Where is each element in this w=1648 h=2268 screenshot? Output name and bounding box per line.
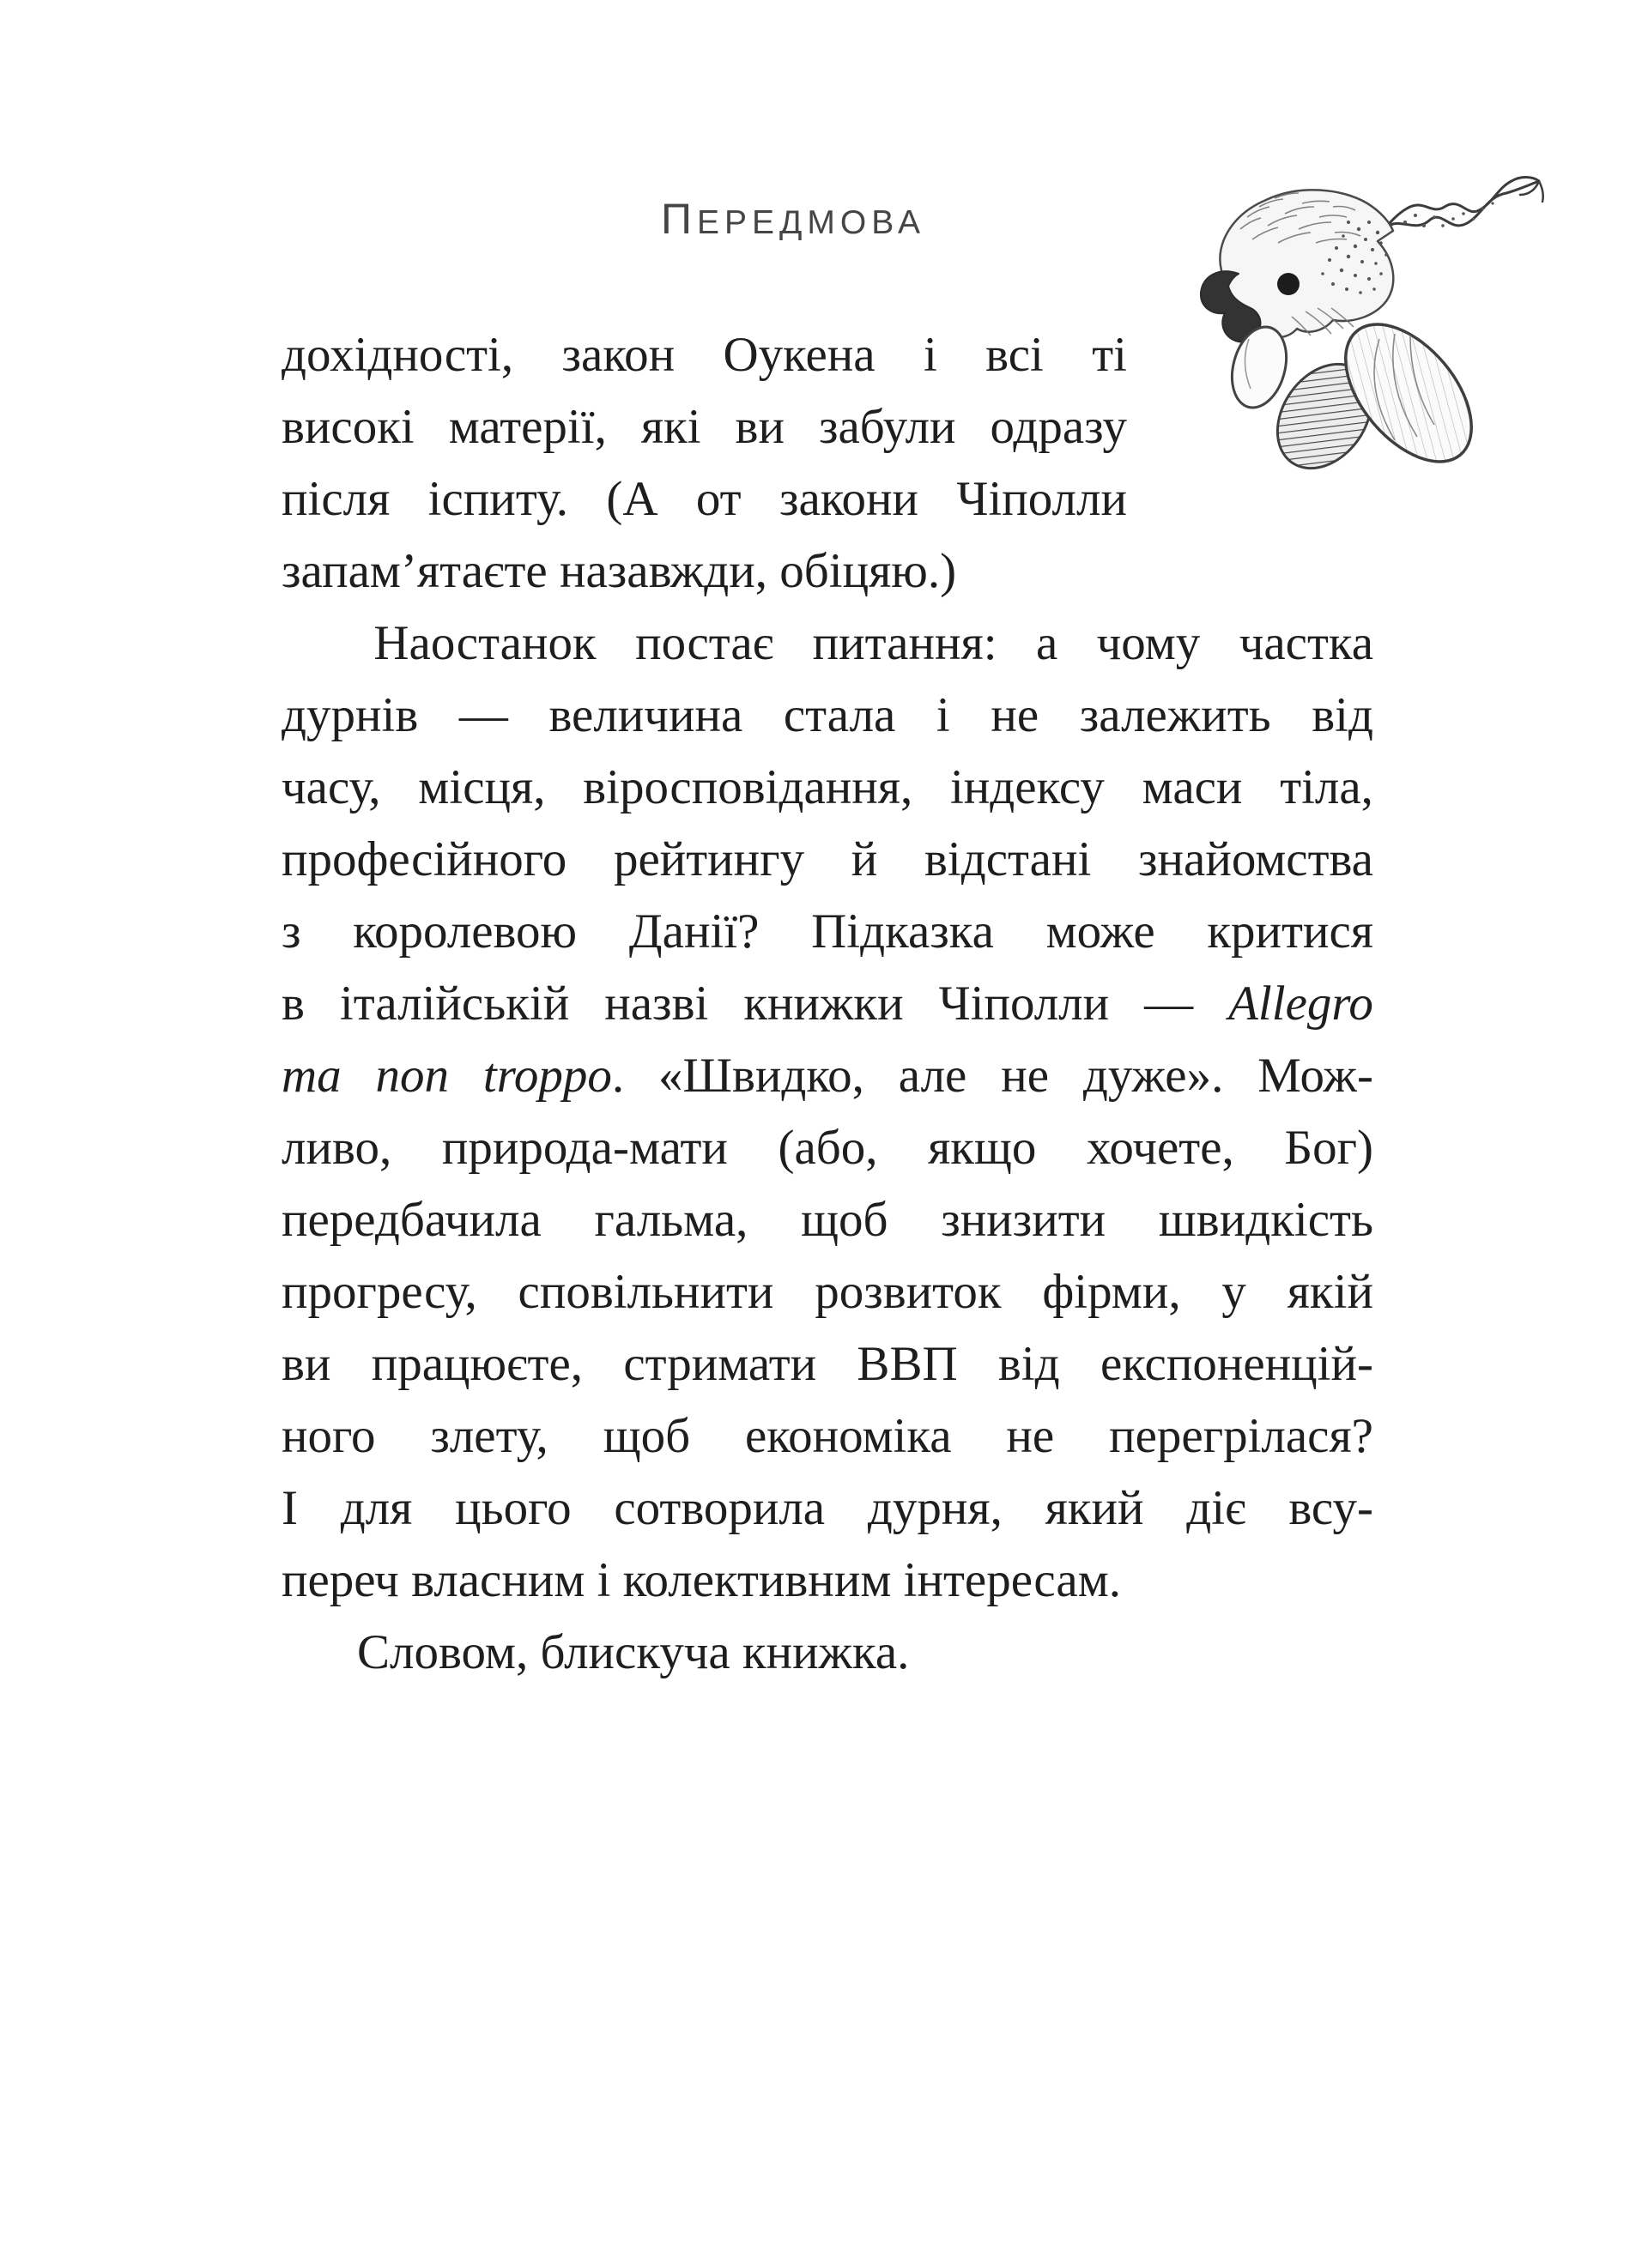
text-line: з королевою Данії? Підказка може критися — [282, 904, 1373, 959]
text-line: Наостанок постає питання: а чому частка — [373, 616, 1373, 670]
text-line: Словом, блискуча книжка. — [357, 1625, 910, 1679]
text-line: професійного рейтингу й відстані знайомства — [282, 832, 1373, 886]
text-line: прогресу, сповільнити розвиток фірми, у якій — [282, 1265, 1373, 1319]
text-line: передбачила гальма, щоб знизити швидкість — [282, 1193, 1373, 1247]
paragraph — [282, 1617, 1373, 1689]
text-line: дохідності, закон Оукена і всі ті — [282, 328, 1127, 382]
text-line: запам’ятаєте назавжди, обіцяю.) — [282, 544, 957, 598]
text-line: в італійській назві книжки Чіполли — Allegro — [282, 977, 1373, 1031]
text-line: переч власним і колективним інтересам. — [282, 1553, 1122, 1607]
text-line: ного злету, щоб економіка не перегрілася? — [282, 1409, 1373, 1463]
paragraph — [282, 319, 1373, 608]
text-line: ви працюєте, стримати ВВП від експоненцій- — [282, 1337, 1373, 1391]
paragraph — [282, 608, 1373, 1617]
text-line: високі матерії, які ви забули одразу — [282, 400, 1127, 454]
text-line: часу, місця, віросповідання, індексу маси тіла, — [282, 760, 1373, 814]
text-line: І для цього сотворила дурня, який діє всу- — [282, 1481, 1373, 1535]
chapter-title-initial: П — [661, 195, 697, 243]
body-text — [282, 319, 1373, 1689]
text-line: ливо, природа-мати (або, якщо хочете, Бог) — [282, 1121, 1373, 1175]
text-line: після іспиту. (А от закони Чіполли — [282, 472, 1127, 526]
text-line: ma non troppo. «Швидко, але не дуже». Мож- — [282, 1049, 1373, 1103]
text-line: дурнів — величина стала і не залежить від — [282, 688, 1373, 742]
chapter-title-rest: ЕРЕДМОВА — [696, 204, 925, 241]
